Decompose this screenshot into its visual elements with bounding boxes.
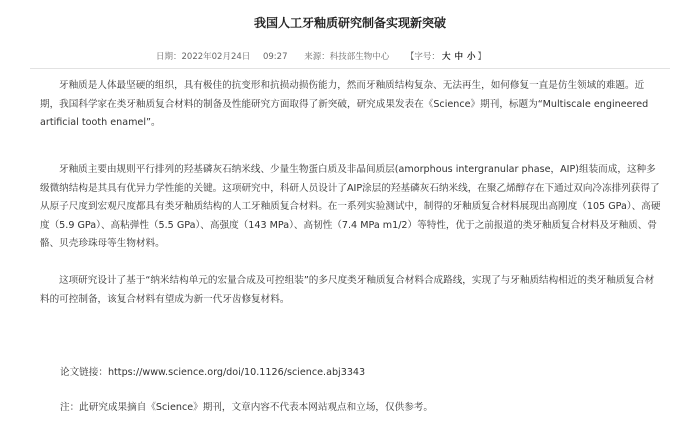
- paragraph-intro: 牙釉质是人体最坚硬的组织，具有极佳的抗变形和抗损动损伤能力，然而牙釉质结构复杂、无法再生，如何修复一直是仿生领域的难题。近期，我国科学家在类牙釉质复合材料的制备及性能研究方面取得了新突破，研究成果发表在《Science》期刊，标题为“Multiscale engineered artificial tooth enamel”。: [40, 80, 649, 128]
- font-size-label: 【字号：: [405, 52, 440, 62]
- font-size-large-button[interactable]: 大: [441, 52, 451, 62]
- source-label: 来源：: [304, 52, 330, 62]
- date-value: 2022年02月24日: [181, 52, 251, 62]
- font-size-switcher: [406, 52, 486, 62]
- font-size-medium-button[interactable]: 中: [454, 52, 463, 62]
- article-title: 我国人工牙釉质研究制备实现新突破: [253, 16, 446, 30]
- paragraph-conclusion: 这项研究设计了基于“纳米结构单元的宏量合成及可控组装”的多尺度类牙釉质复合材料合成路线，实现了与牙釉质结构相近的类牙釉质复合材料的可控制备，该复合材料有望成为新一代牙齿修复材料。: [40, 275, 655, 305]
- paper-link-label: 论文链接：: [60, 367, 108, 378]
- paper-link[interactable]: https://www.science.org/doi/10.1126/science.abj3343: [107, 367, 366, 378]
- header-divider: [30, 68, 670, 69]
- time-value: 09:27: [262, 52, 288, 62]
- source-value: 科技部生物中心: [329, 52, 390, 62]
- disclaimer-note: 注：此研究成果摘自《Science》期刊，文章内容不代表本网站观点和立场，仅供参考。: [60, 402, 433, 413]
- font-size-small-button[interactable]: 小: [466, 52, 476, 62]
- paper-link-line: [60, 364, 365, 378]
- date-label: 日期：: [156, 52, 182, 62]
- font-size-close-bracket: 】: [477, 52, 486, 62]
- article-meta: [156, 50, 486, 62]
- paragraph-research: 牙釉质主要由规则平行排列的羟基磷灰石纳米线、少量生物蛋白质及非晶间质层(amorphous intergranular phase，AIP)组装而成，这种多级微纳结构是其具有优异力学性能的关键。这项研究中，科研人员设计了AIP涂层的羟基磷灰石纳米线，在聚乙烯醇存在下通过双向冷冻排列获得了从原子尺度到宏观尺度都具有类牙釉质结构的人工牙釉质复合材料。在一系列实验测试中，制得的牙釉质复合材料展现出高刚度（105 GPa）、高硬度（5.9 GPa）、高粘弹性（5.5 GPa）、高强度（143 MPa）、高韧性（7.4 MPa m1/2）等特性，优于之前报道的类牙釉质复合材料及牙釉质、骨骼、贝壳珍珠母等生物材料。: [40, 164, 661, 249]
